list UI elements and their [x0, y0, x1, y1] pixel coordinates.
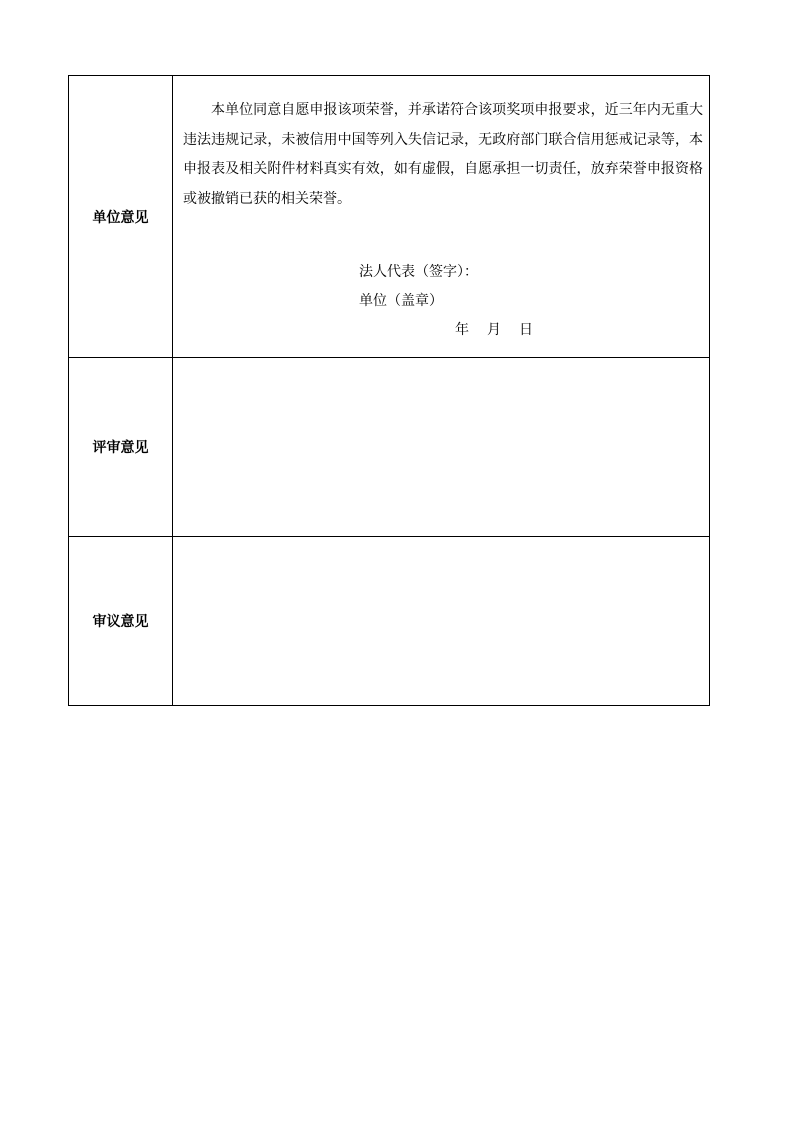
date-line — [455, 316, 533, 345]
deliberation-opinion-label: 审议意见 — [69, 537, 173, 706]
date-year-label: 年 — [455, 322, 469, 338]
review-opinion-content[interactable] — [173, 358, 710, 537]
signature-block — [359, 258, 478, 316]
date-month-label: 月 — [487, 322, 501, 338]
commitment-statement: 本单位同意自愿申报该项荣誉，并承诺符合该项奖项申报要求，近三年内无重大违法违规记录，未被信用中国等列入失信记录，无政府部门联合信用惩戒记录等，本申报表及相关附件材料真实有效，如有虚假，自愿承担一切责任，放弃荣誉申报资格或被撤销已获的相关荣誉。 — [183, 102, 703, 207]
review-opinion-row — [69, 358, 710, 537]
review-opinion-label: 评审意见 — [69, 358, 173, 537]
unit-opinion-row — [69, 76, 710, 358]
opinion-form-table — [68, 75, 710, 706]
unit-opinion-label: 单位意见 — [69, 76, 173, 358]
deliberation-opinion-row — [69, 537, 710, 706]
legal-rep-signature-label: 法人代表（签字）： — [359, 264, 478, 280]
date-day-label: 日 — [519, 322, 533, 338]
unit-seal-label: 单位（盖章） — [359, 293, 443, 309]
unit-opinion-content[interactable] — [173, 76, 710, 358]
deliberation-opinion-content[interactable] — [173, 537, 710, 706]
